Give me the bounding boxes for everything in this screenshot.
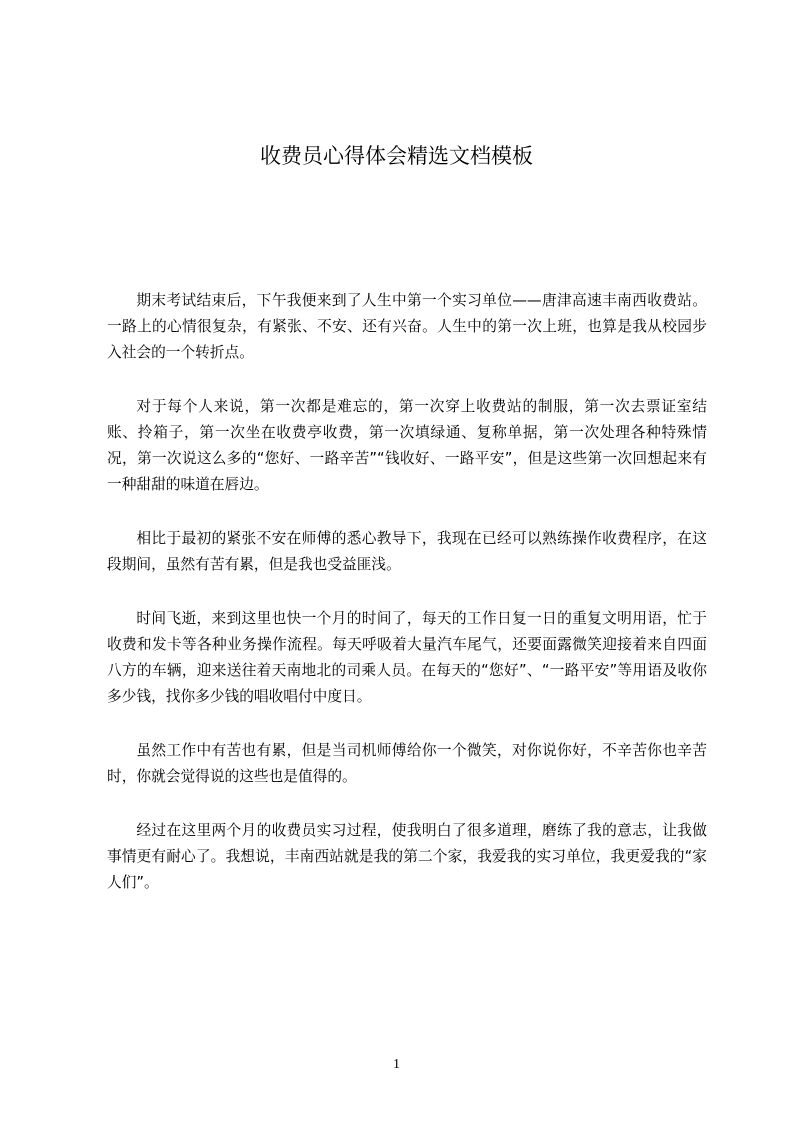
paragraph-6: 经过在这里两个月的收费员实习过程，使我明白了很多道理，磨练了我的意志，让我做事情更有耐心了。我想说，丰南西站就是我的第二个家，我爱我的实习单位，我更爱我的“家人们”。 bbox=[107, 822, 707, 891]
paragraph-4: 时间飞逝，来到这里也快一个月的时间了，每天的工作日复一日的重复文明用语，忙于收费和发卡等各种业务操作流程。每天呼吸着大量汽车尾气，还要面露微笑迎接着来自四面八方的车辆，迎来送往着天南地北的司乘人员。在每天的“您好”、“一路平安”等用语及收你多少钱，找你多少钱的唱收唱付中度日。 bbox=[107, 610, 707, 705]
paragraph-1: 期末考试结束后，下午我便来到了人生中第一个实习单位——唐津高速丰南西收费站。一路上的心情很复杂，有紧张、不安、还有兴奋。人生中的第一次上班，也算是我从校园步入社会的一个转折点。 bbox=[107, 292, 707, 361]
paragraph-3: 相比于最初的紧张不安在师傅的悉心教导下，我现在已经可以熟练操作收费程序，在这段期间，虽然有苦有累，但是我也受益匪浅。 bbox=[107, 530, 707, 573]
document-title: 收费员心得体会精选文档模板 bbox=[260, 144, 533, 168]
paragraph-2: 对于每个人来说，第一次都是难忘的，第一次穿上收费站的制服，第一次去票证室结账、拎箱子，第一次坐在收费亭收费，第一次填绿通、复称单据，第一次处理各种特殊情况，第一次说这么多的“您好、一路辛苦”“钱收好、一路平安”，但是这些第一次回想起来有一种甜甜的味道在唇边。 bbox=[107, 398, 707, 493]
document-body bbox=[107, 288, 707, 924]
page-number: 1 bbox=[393, 1057, 400, 1072]
paragraph-5: 虽然工作中有苦也有累，但是当司机师傅给你一个微笑，对你说你好，不辛苦你也辛苦时，你就会觉得说的这些也是值得的。 bbox=[107, 742, 707, 785]
